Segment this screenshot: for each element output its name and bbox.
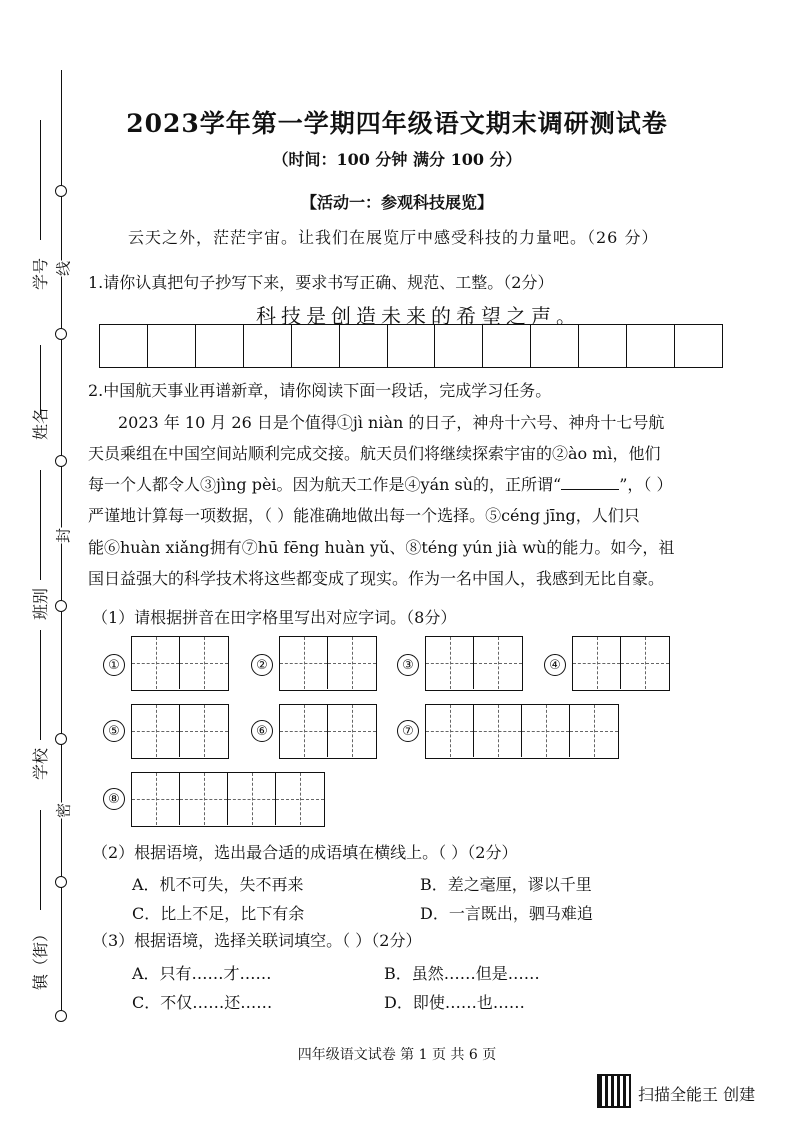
item-number: ⑥ <box>251 720 273 742</box>
tianzige-box-8[interactable] <box>131 772 325 827</box>
qr-code-icon <box>597 1074 631 1108</box>
page-footer: 四年级语文试卷 第 1 页 共 6 页 <box>297 1047 497 1063</box>
sub2-option-d[interactable]: D．一言既出，驷马难追 <box>420 904 593 923</box>
sub2-prompt: （2）根据语境，选出最合适的成语填在横线上。（ ）（2分） <box>92 843 518 862</box>
field-label-class: 班别 <box>31 587 50 620</box>
copy-writing-grid[interactable] <box>99 324 723 368</box>
passage-line: 严谨地计算每一项数据，（ ）能准确地做出每一个选择。⑤céng jīng，人们只 <box>88 506 640 525</box>
field-label-name: 姓名 <box>31 407 50 440</box>
tianzige-box-4[interactable] <box>572 636 670 691</box>
seal-mark-secret: 密 <box>54 803 73 819</box>
tianzige-box-1[interactable] <box>131 636 229 691</box>
binding-hole <box>55 876 67 888</box>
passage-line: 天员乘组在中国空间站顺利完成交接。航天员们将继续探索宇宙的②ào mì，他们 <box>88 444 661 463</box>
item-number: ③ <box>397 654 419 676</box>
field-line-class[interactable] <box>40 470 41 580</box>
passage-line: 2023 年 10 月 26 日是个值得①jì niàn 的日子，神舟十六号、神舟十七号航 <box>118 413 665 432</box>
binding-hole <box>55 733 67 745</box>
sub3-option-b[interactable]: B．虽然……但是…… <box>384 964 540 983</box>
sub2-option-b[interactable]: B．差之毫厘，谬以千里 <box>420 875 592 894</box>
q1-prompt: 1.请你认真把句子抄写下来，要求书写正确、规范、工整。（2分） <box>88 273 554 292</box>
item-number: ⑧ <box>103 788 125 810</box>
scanner-watermark: 扫描全能王 创建 <box>638 1085 756 1104</box>
tianzige-box-5[interactable] <box>131 704 229 759</box>
sub3-option-c[interactable]: C．不仅……还…… <box>132 993 273 1012</box>
field-line-name[interactable] <box>40 345 41 415</box>
sub3-prompt: （3）根据语境，选择关联词填空。（ ）（2分） <box>92 931 422 950</box>
tianzige-box-3[interactable] <box>425 636 523 691</box>
idiom-blank[interactable] <box>561 475 619 490</box>
sub2-option-c[interactable]: C．比上不足，比下有余 <box>132 904 305 923</box>
field-label-town: 镇（街） <box>31 925 50 990</box>
passage-line: 国日益强大的科学技术将这些都变成了现实。作为一名中国人，我感到无比自豪。 <box>88 569 665 588</box>
exam-subtitle: （时间：100 分钟 满分 100 分） <box>272 150 522 169</box>
field-line-school[interactable] <box>40 630 41 740</box>
field-label-student-id: 学号 <box>31 257 50 290</box>
sub3-option-d[interactable]: D．即使……也…… <box>384 993 525 1012</box>
field-line-town[interactable] <box>40 810 41 910</box>
binding-hole <box>55 328 67 340</box>
item-number: ⑤ <box>103 720 125 742</box>
passage-line: 每一个人都令人③jìng pèi。因为航天工作是④yán sù的，正所谓“ ”，（ ） <box>88 475 673 494</box>
sub1-prompt: （1）请根据拼音在田字格里写出对应字词。（8分） <box>92 608 457 627</box>
q2-prompt: 2.中国航天事业再谱新章，请你阅读下面一段话，完成学习任务。 <box>88 381 552 400</box>
tianzige-box-7[interactable] <box>425 704 619 759</box>
seal-mark-seal: 封 <box>54 528 73 544</box>
binding-hole <box>55 1010 67 1022</box>
q1-sentence: 科技是创造未来的希望之声。 <box>256 304 581 328</box>
sub2-option-a[interactable]: A．机不可失，失不再来 <box>132 875 304 894</box>
activity-intro: 云天之外，茫茫宇宙。让我们在展览厅中感受科技的力量吧。（26 分） <box>128 228 659 247</box>
tianzige-box-6[interactable] <box>279 704 377 759</box>
sub3-option-a[interactable]: A．只有……才…… <box>132 964 272 983</box>
binding-hole <box>55 455 67 467</box>
item-number: ⑦ <box>397 720 419 742</box>
item-number: ② <box>251 654 273 676</box>
seal-mark-line: 线 <box>54 261 73 277</box>
exam-title: 2023学年第一学期四年级语文期末调研测试卷 <box>126 109 668 138</box>
binding-hole <box>55 600 67 612</box>
item-number: ① <box>103 654 125 676</box>
field-label-school: 学校 <box>31 747 50 780</box>
activity-heading: 【活动一：参观科技展览】 <box>300 193 493 212</box>
item-number: ④ <box>544 654 566 676</box>
tianzige-box-2[interactable] <box>279 636 377 691</box>
passage-line: 能⑥huàn xiǎng拥有⑦hū fēng huàn yǔ、⑧téng yún jià wù的能力。如今，祖 <box>88 538 675 557</box>
